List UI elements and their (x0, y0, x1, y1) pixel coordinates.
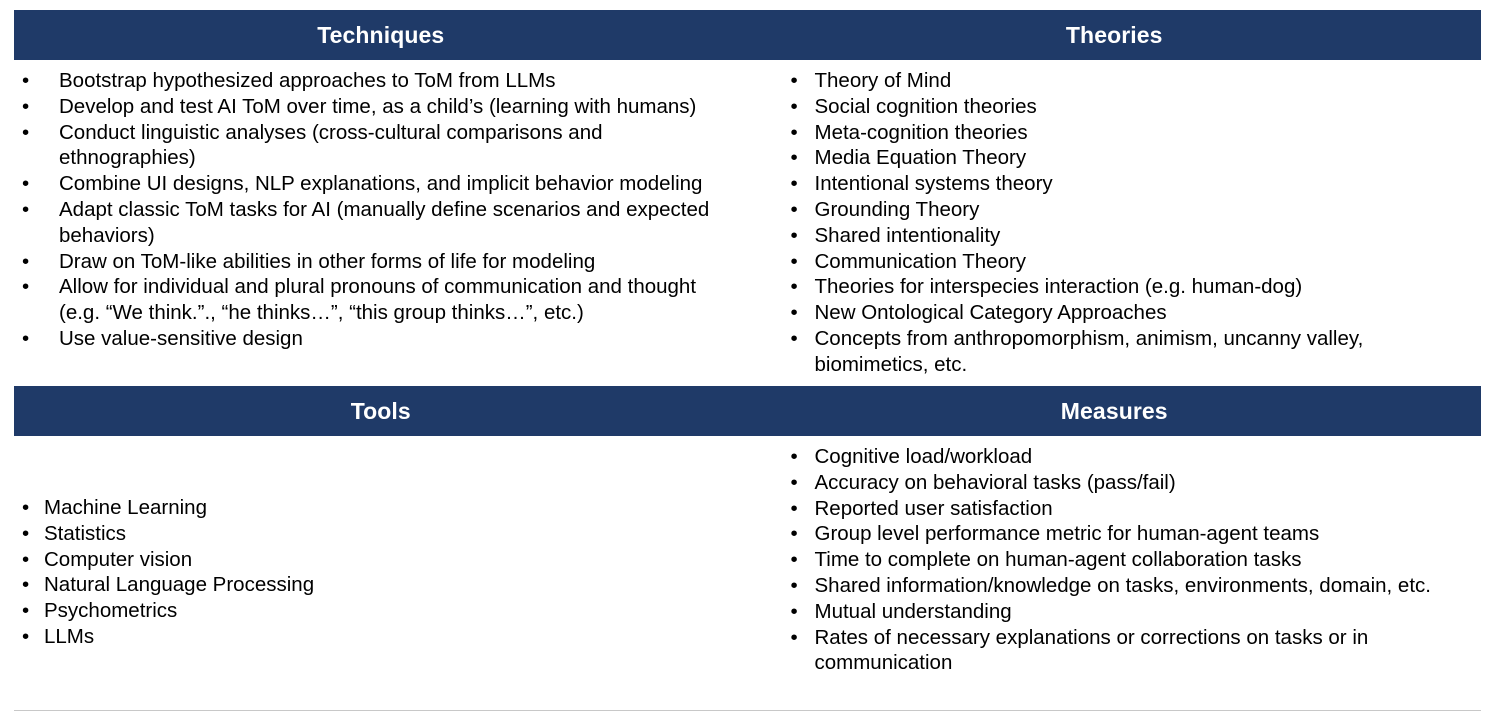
theories-item-text: Theories for interspecies interaction (e.g. human-dog) (814, 275, 1303, 299)
theories-item (791, 223, 1482, 249)
techniques-cell (14, 60, 748, 386)
tools-item-text: Natural Language Processing (44, 573, 315, 597)
tools-list (14, 436, 748, 650)
bullet-icon: • (22, 120, 30, 144)
techniques-item-text: Draw on ToM-like abilities in other forms of life for modeling (59, 249, 596, 273)
bullet-icon: • (22, 326, 30, 350)
measures-item (791, 573, 1482, 599)
techniques-item (22, 249, 748, 275)
theories-item (791, 300, 1482, 326)
theories-item-text: Media Equation Theory (814, 146, 1027, 170)
theories-item (791, 171, 1482, 197)
theories-item (791, 326, 1482, 378)
bullet-icon: • (22, 197, 30, 221)
bullet-icon: • (790, 522, 798, 546)
bullet-icon: • (790, 470, 798, 494)
theories-header: Theories (1065, 21, 1163, 48)
tools-item-text: Computer vision (44, 547, 193, 571)
theories-item (791, 274, 1482, 300)
measures-item (791, 599, 1482, 625)
measures-item-text: Time to complete on human-agent collaboration tasks (814, 548, 1302, 572)
theories-item-text: Grounding Theory (814, 197, 980, 221)
measures-item-text: Group level performance metric for human-agent teams (814, 522, 1320, 546)
header-row-bottom (14, 386, 1481, 436)
bullet-icon: • (790, 223, 798, 247)
tools-item-text: LLMs (44, 624, 95, 648)
tools-item-text: Statistics (44, 521, 127, 545)
techniques-item (22, 68, 748, 94)
measures-header: Measures (1060, 397, 1168, 424)
techniques-header: Techniques (317, 21, 445, 48)
theories-item-text: Concepts from anthropomorphism, animism, uncanny valley, biomimetics, etc. (814, 326, 1364, 376)
measures-cell (748, 436, 1482, 710)
body-row-top (14, 60, 1481, 386)
techniques-item (22, 171, 748, 197)
tools-item-text: Psychometrics (44, 599, 178, 623)
tools-header: Tools (350, 397, 411, 424)
measures-item-text: Mutual understanding (814, 599, 1012, 623)
body-row-bottom (14, 436, 1481, 710)
measures-item (791, 625, 1482, 677)
measures-item-text: Cognitive load/workload (814, 445, 1033, 468)
bullet-icon: • (22, 521, 30, 545)
bullet-icon: • (22, 496, 30, 519)
tools-item (22, 624, 748, 650)
techniques-item-text: Adapt classic ToM tasks for AI (manually define scenarios and expected behaviors) (59, 197, 710, 247)
bullet-icon: • (790, 326, 798, 350)
theories-cell (748, 60, 1482, 386)
bullet-icon: • (790, 301, 798, 325)
tools-item (22, 495, 748, 521)
tools-item (22, 547, 748, 573)
bullet-icon: • (22, 624, 30, 648)
techniques-item-text: Develop and test AI ToM over time, as a child’s (learning with humans) (59, 94, 697, 118)
techniques-item (22, 94, 748, 120)
theories-item-text: Communication Theory (814, 249, 1027, 273)
techniques-item (22, 120, 748, 172)
tools-item (22, 598, 748, 624)
theories-item-text: Theory of Mind (814, 69, 952, 92)
header-row-top (14, 10, 1481, 60)
bullet-icon: • (790, 249, 798, 273)
bullet-icon: • (790, 496, 798, 520)
tools-cell (14, 436, 748, 710)
bullet-icon: • (790, 548, 798, 572)
bullet-icon: • (790, 146, 798, 170)
bullet-icon: • (790, 94, 798, 118)
measures-item (791, 496, 1482, 522)
measures-item (791, 521, 1482, 547)
theories-item (791, 94, 1482, 120)
bullet-icon: • (22, 94, 30, 118)
bullet-icon: • (790, 573, 798, 597)
bullet-icon: • (22, 275, 30, 299)
measures-item (791, 470, 1482, 496)
techniques-item-text: Allow for individual and plural pronouns of communication and thought (e.g. “We think.”., “he thinks…”, “this group thinks…”, etc.) (59, 275, 697, 325)
measures-list (748, 436, 1482, 676)
bullet-icon: • (22, 69, 30, 92)
tools-item (22, 572, 748, 598)
theories-item-text: New Ontological Category Approaches (814, 301, 1167, 325)
tools-item (22, 521, 748, 547)
framework-table (14, 10, 1481, 710)
bullet-icon: • (790, 625, 798, 649)
bullet-icon: • (790, 197, 798, 221)
theories-item (791, 120, 1482, 146)
measures-item-text: Shared information/knowledge on tasks, environments, domain, etc. (814, 573, 1431, 597)
bullet-icon: • (22, 573, 30, 597)
theories-item (791, 68, 1482, 94)
bullet-icon: • (22, 172, 30, 196)
techniques-list (14, 60, 748, 352)
measures-item-text: Reported user satisfaction (814, 496, 1053, 520)
bullet-icon: • (790, 120, 798, 144)
bullet-icon: • (790, 69, 798, 92)
measures-item (791, 444, 1482, 470)
bullet-icon: • (790, 172, 798, 196)
measures-item-text: Accuracy on behavioral tasks (pass/fail) (814, 470, 1176, 494)
bullet-icon: • (22, 599, 30, 623)
techniques-item (22, 197, 748, 249)
theories-list (748, 60, 1482, 378)
theories-item-text: Social cognition theories (814, 94, 1037, 118)
theories-item-text: Meta-cognition theories (814, 120, 1028, 144)
techniques-item (22, 274, 748, 326)
theories-item-text: Intentional systems theory (814, 172, 1053, 196)
bullet-icon: • (790, 275, 798, 299)
measures-item (791, 547, 1482, 573)
bullet-icon: • (790, 445, 798, 468)
bullet-icon: • (22, 547, 30, 571)
tools-item-text: Machine Learning (44, 496, 207, 519)
techniques-item-text: Use value-sensitive design (59, 326, 303, 350)
theories-item-text: Shared intentionality (814, 223, 1001, 247)
bullet-icon: • (22, 249, 30, 273)
techniques-item-text: Bootstrap hypothesized approaches to ToM from LLMs (59, 69, 556, 92)
measures-item-text: Rates of necessary explanations or corrections on tasks or in communication (814, 625, 1369, 675)
techniques-item-text: Conduct linguistic analyses (cross-cultural comparisons and ethnographies) (59, 120, 603, 170)
theories-item (791, 249, 1482, 275)
bullet-icon: • (790, 599, 798, 623)
theories-item (791, 145, 1482, 171)
theories-item (791, 197, 1482, 223)
techniques-item (22, 326, 748, 352)
techniques-item-text: Combine UI designs, NLP explanations, and implicit behavior modeling (59, 172, 703, 196)
bottom-divider (14, 710, 1481, 711)
